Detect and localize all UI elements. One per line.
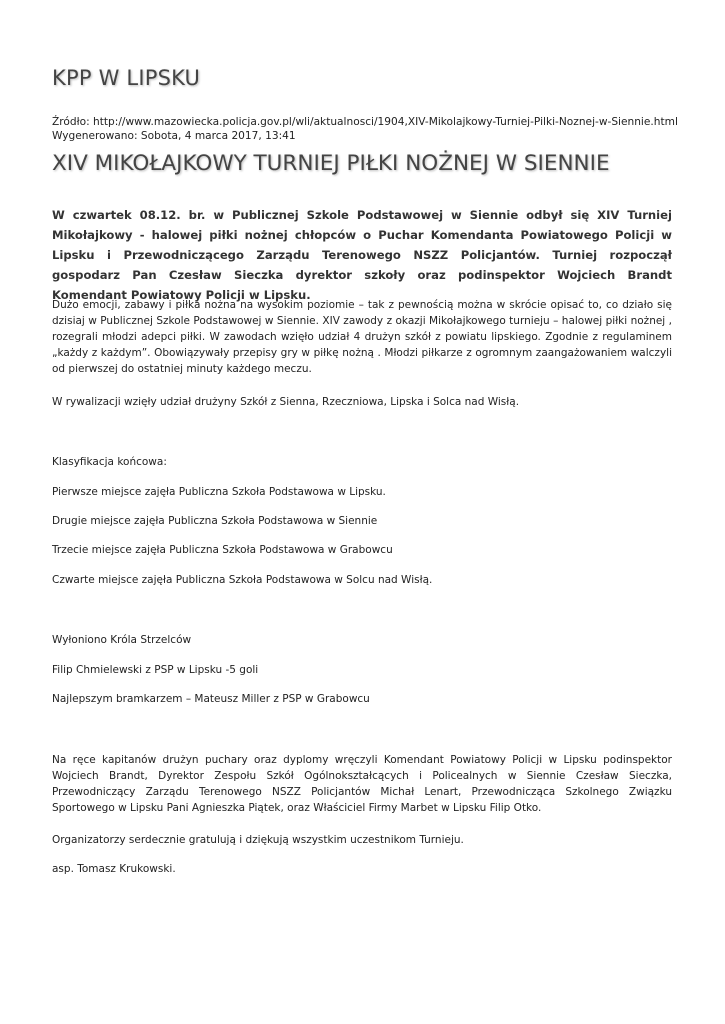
best-goalkeeper: Najlepszym bramkarzem – Mateusz Miller z PSP w Grabowcu [52,693,370,705]
place-item: Drugie miejsce zajęła Publiczna Szkoła Podstawowa w Siennie [52,515,378,527]
document-meta [52,115,678,143]
article-lead: W czwartek 08.12. br. w Publicznej Szkole Podstawowej w Siennie odbył się XIV Turniej Mikołajkowy - halowej piłki nożnej chłopców o Puchar Komendanta Powiatowego Policji w Lipsku i Przewodniczącego Zarządu Terenowego NSZZ Policjantów. Turniej rozpoczął gospodarz Pan Czesław Sieczka dyrektor szkoły oraz podinspektor Wojciech Brandt Komendant Powiatowy Policji w Lipsku. [52,208,672,302]
classification-heading: Klasyfikacja końcowa: [52,456,167,468]
paragraph-2: W rywalizacji wzięły udział drużyny Szkół z Sienna, Rzeczniowa, Lipska i Solca nad Wisłą. [52,396,520,408]
generated-line: Wygenerowano: Sobota, 4 marca 2017, 13:41 [52,130,296,142]
scorer-heading: Wyłoniono Króla Strzelców [52,634,192,646]
paragraph-3: Na ręce kapitanów drużyn puchary oraz dyplomy wręczyli Komendant Powiatowy Policji w Lipsku podinspektor Wojciech Brandt, Dyrektor Zespołu Szkół Ogólnokształcących i Policealnych w Siennie Czesław Sieczka, Przewodniczący Zarządu Terenowego NSZZ Policjantów Michał Lenart, Przewodnicząca Szkolnego Związku Sportowego w Lipsku Pani Agnieszka Piątek, oraz Właściciel Firmy Marbet w Lipsku Filip Otko. [52,754,672,814]
place-item: Trzecie miejsce zajęła Publiczna Szkoła Podstawowa w Grabowcu [52,544,393,556]
site-title: KPP W LIPSKU [52,66,201,90]
place-item: Pierwsze miejsce zajęła Publiczna Szkoła Podstawowa w Lipsku. [52,486,386,498]
top-scorer: Filip Chmielewski z PSP w Lipsku -5 goli [52,664,259,676]
paragraph-1: Dużo emocji, zabawy i piłka nożna na wysokim poziomie – tak z pewnością można w skrócie opisać to, co działo się dzisiaj w Publicznej Szkole Podstawowej w Siennie. XIV zawody z okazji Mikołajkowego turnieju – halowej piłki nożnej , rozegrali młodzi adepci piłki. W zawodach wzięło udział 4 drużyn szkół z powiatu lipskiego. Zgodnie z regulaminem „każdy z każdym”. Obowiązywały przepisy gry w piłkę nożną . Młodzi piłkarze z ogromnym zaangażowaniem walczyli od pierwszej do ostatniej minuty każdego meczu. [52,299,672,375]
closing-line: Organizatorzy serdecznie gratulują i dziękują wszystkim uczestnikom Turnieju. [52,834,464,846]
author: asp. Tomasz Krukowski. [52,863,176,875]
place-item: Czwarte miejsce zajęła Publiczna Szkoła Podstawowa w Solcu nad Wisłą. [52,574,433,586]
article-title: XIV MIKOŁAJKOWY TURNIEJ PIŁKI NOŻNEJ W SIENNIE [52,151,610,176]
source-line: Źródło: http://www.mazowiecka.policja.gov.pl/wli/aktualnosci/1904,XIV-Mikolajkowy-Turniej-Pilki-Noznej-w-Siennie.html [52,116,678,128]
